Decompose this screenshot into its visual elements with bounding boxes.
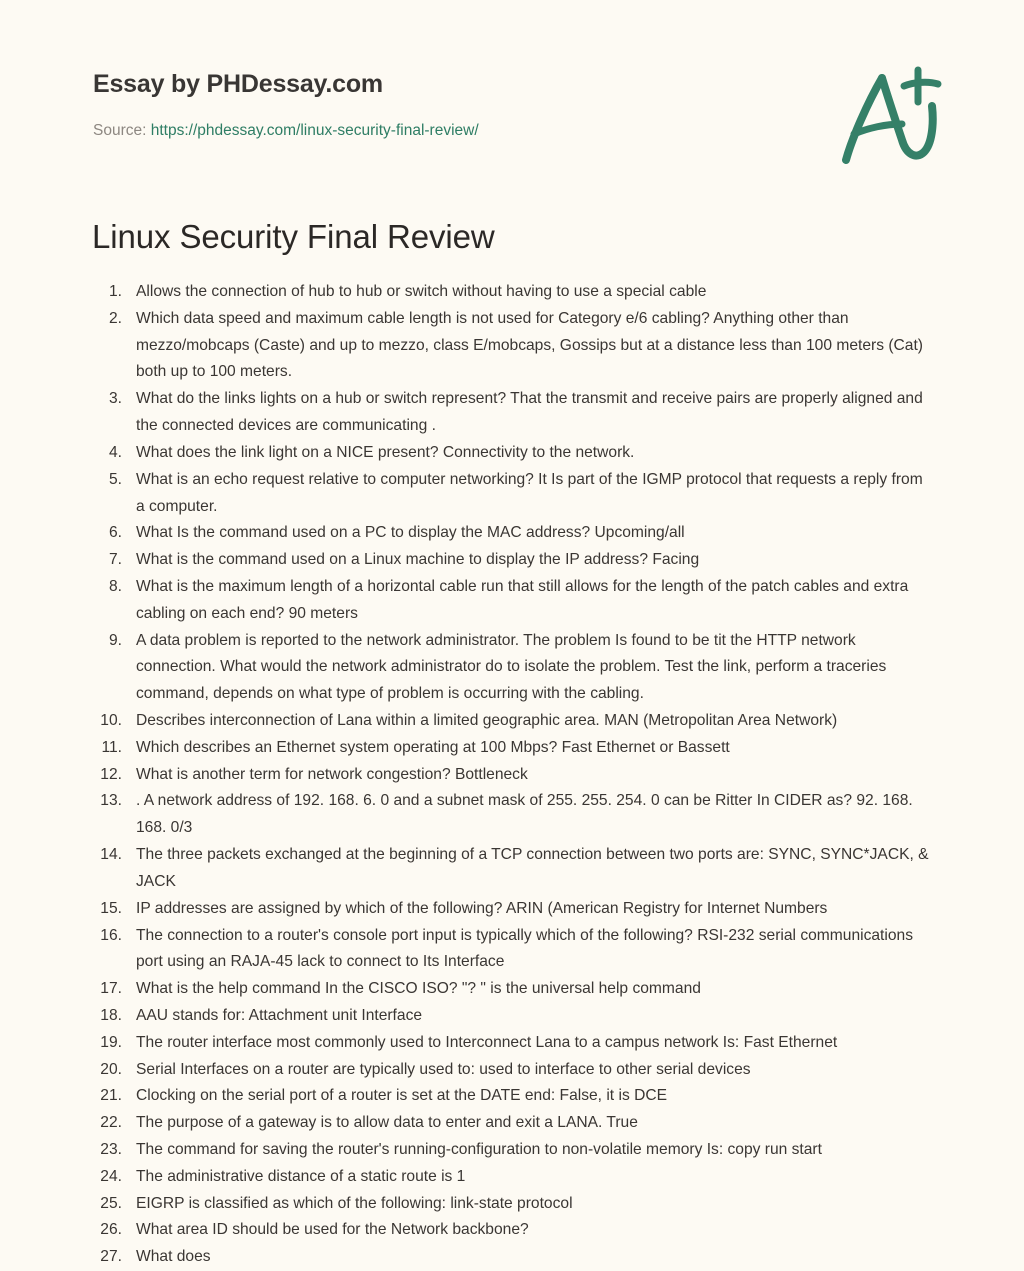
list-item: Which data speed and maximum cable length is not used for Category e/6 cabling? Anything other than mezzo/mobcaps (Caste) and up to mezzo, class E/mobcaps, Gossips but at a distance less than 100 meters (Cat) both up to 100 meters. [136, 309, 923, 381]
list-item: What does the link light on a NICE present? Connectivity to the network. [136, 443, 635, 461]
list-item: What do the links lights on a hub or switch represent? That the transmit and receive pairs are properly aligned and the connected devices are communicating . [136, 390, 923, 435]
list-item: What area ID should be used for the Network backbone? [136, 1221, 529, 1239]
list-item: Allows the connection of hub to hub or switch without having to use a special cable [136, 283, 707, 300]
list-item: What is an echo request relative to computer networking? It Is part of the IGMP protocol that requests a reply from a computer. [136, 470, 923, 515]
list-item: Describes interconnection of Lana within a limited geographic area. MAN (Metropolitan Area Network) [136, 712, 838, 729]
a-plus-logo-icon [834, 64, 946, 168]
brand-title: Essay by PHDessay.com [93, 70, 383, 98]
list-item: What is the help command In the CISCO ISO? "? " is the universal help command [136, 980, 701, 998]
list-item: . A network address of 192. 168. 6. 0 and a subnet mask of 255. 255. 254. 0 can be Ritter In CIDER as? 92. 168. 168. 0/3 [136, 792, 913, 837]
list-item: The three packets exchanged at the beginning of a TCP connection between two ports are: SYNC, SYNC*JACK, & JACK [136, 846, 929, 890]
list-item: Serial Interfaces on a router are typically used to: used to interface to other serial devices [136, 1060, 751, 1078]
list-item: A data problem is reported to the network administrator. The problem Is found to be tit the HTTP network connection. What would the network administrator do to isolate the problem. Test the link, perform a traceries command, depends on what type of problem is occurring with the cabling. [136, 631, 887, 703]
list-item: The purpose of a gateway is to allow data to enter and exit a LANA. True [136, 1114, 638, 1132]
list-item: What does [136, 1248, 211, 1266]
source-label: Source: [93, 122, 147, 139]
list-item: What is another term for network congestion? Bottleneck [136, 765, 528, 783]
list-item: What Is the command used on a PC to display the MAC address? Upcoming/all [136, 524, 685, 542]
list-item: Clocking on the serial port of a router is set at the DATE end: False, it is DCE [136, 1087, 667, 1105]
list-item: AAU stands for: Attachment unit Interface [136, 1006, 423, 1024]
list-item: The command for saving the router's running-configuration to non-volatile memory Is: copy run start [136, 1141, 822, 1158]
question-list [92, 279, 932, 1271]
list-item: EIGRP is classified as which of the following: link-state protocol [136, 1194, 573, 1212]
list-item: The connection to a router's console port input is typically which of the following? RSI-232 serial communications port using an RAJA-45 lack to connect to Its Interface [136, 926, 913, 971]
list-item: Which describes an Ethernet system operating at 100 Mbps? Fast Ethernet or Bassett [136, 738, 730, 756]
list-item: What is the command used on a Linux machine to display the IP address? Facing [136, 551, 700, 569]
list-item: The administrative distance of a static route is 1 [136, 1167, 466, 1185]
page-header [0, 0, 1024, 139]
list-item: The router interface most commonly used to Interconnect Lana to a campus network Is: Fast Ethernet [136, 1033, 838, 1051]
list-item: IP addresses are assigned by which of the following? ARIN (American Registry for Internet Numbers [136, 899, 828, 917]
list-item: What is the maximum length of a horizontal cable run that still allows for the length of the patch cables and extra cabling on each end? 90 meters [136, 577, 909, 622]
source-line [93, 122, 479, 140]
page-title: Linux Security Final Review [92, 218, 495, 255]
source-url-link[interactable]: https://phdessay.com/linux-security-final-review/ [150, 122, 479, 139]
